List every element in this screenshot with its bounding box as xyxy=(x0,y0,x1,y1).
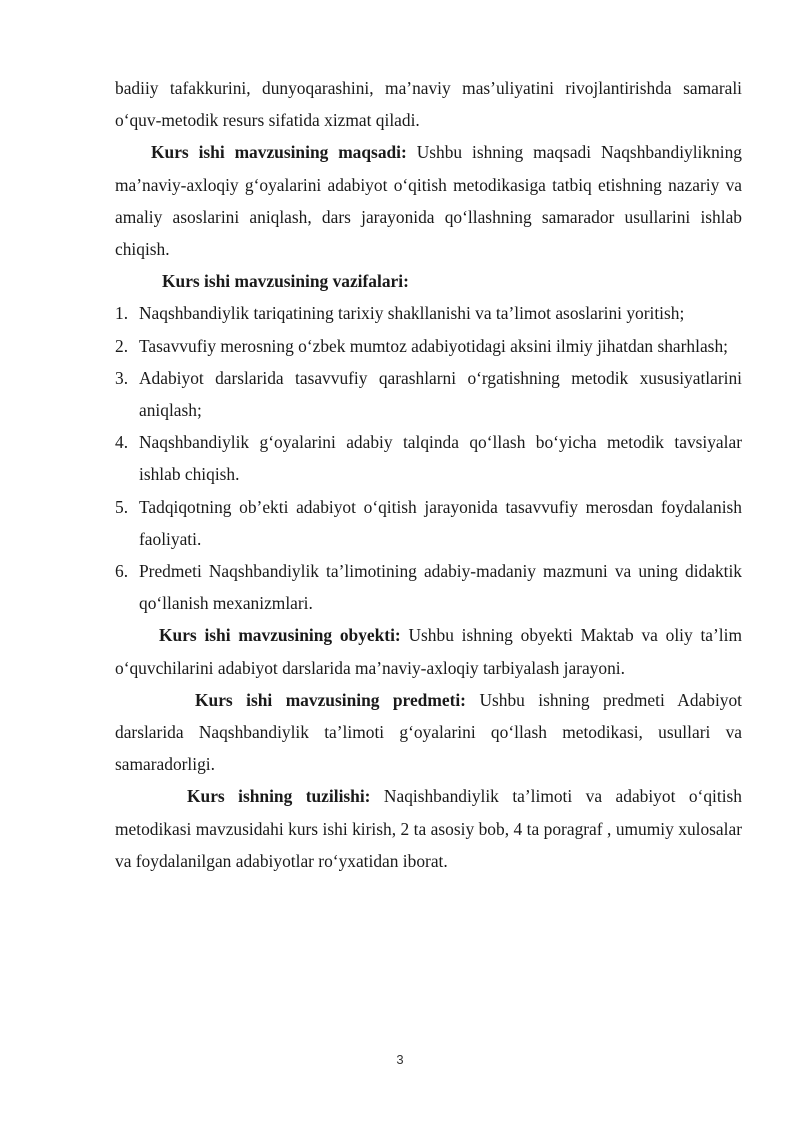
task-text: Adabiyot darslarida tasavvufiy qarashlarni o‘rgatishning metodik xususiyatlarini aniqlash; xyxy=(139,367,742,421)
object-paragraph xyxy=(115,619,742,683)
subject-paragraph xyxy=(115,684,742,781)
task-text: Tadqiqotning ob’ekti adabiyot o‘qitish jarayonida tasavvufiy merosdan foydalanish faoliyati. xyxy=(139,496,742,549)
object-text: Ushbu ishning obyekti Maktab va oliy ta’lim o‘quvchilarini adabiyot darslarida ma’naviy-axloqiy tarbiyalash jarayoni. xyxy=(115,625,742,678)
task-item xyxy=(115,330,742,362)
page-number: 3 xyxy=(396,1052,404,1067)
subject-label: Kurs ishi mavzusining predmeti: xyxy=(195,689,466,710)
intro-paragraph: badiiy tafakkurini, dunyoqarashini, ma’naviy mas’uliyatini rivojlantirishda samarali o‘quv-metodik resurs sifatida xizmat qiladi. xyxy=(115,78,742,131)
task-number: 2. xyxy=(115,335,129,356)
task-number: 3. xyxy=(115,367,129,388)
task-text: Tasavvufiy merosning o‘zbek mumtoz adabiyotidagi aksini ilmiy jihatdan sharhlash; xyxy=(139,335,728,356)
task-text: Naqshbandiylik g‘oyalarini adabiy talqinda qo‘llash bo‘yicha metodik tavsiyalar ishlab chiqish. xyxy=(139,432,742,485)
object-label: Kurs ishi mavzusining obyekti: xyxy=(159,625,401,646)
structure-paragraph xyxy=(115,780,742,877)
structure-text: Naqishbandiylik ta’limoti va adabiyot o‘qitish metodikasi mavzusidahi kurs ishi kirish, 2 ta asosiy bob, 4 ta poragraf , umumiy xulosalar va foydalanilgan adabiyotlar ro‘yxatidan iborat. xyxy=(115,786,742,871)
tasks-heading: Kurs ishi mavzusining vazifalari: xyxy=(162,271,409,292)
tasks-list xyxy=(115,297,742,619)
task-number: 6. xyxy=(115,561,129,582)
structure-label: Kurs ishning tuzilishi: xyxy=(187,786,371,807)
task-number: 4. xyxy=(115,432,129,453)
task-text: Naqshbandiylik tariqatining tarixiy shakllanishi va ta’limot asoslarini yoritish; xyxy=(139,303,685,324)
task-number: 1. xyxy=(115,303,129,324)
task-item xyxy=(115,491,742,555)
task-number: 5. xyxy=(115,496,129,517)
task-item xyxy=(115,426,742,490)
page-content xyxy=(115,72,742,877)
goal-paragraph xyxy=(115,136,742,265)
task-item xyxy=(115,362,742,426)
goal-label: Kurs ishi mavzusining maqsadi: xyxy=(151,142,407,163)
goal-text: Ushbu ishning maqsadi Naqshbandiylikning ma’naviy-axloqiy g‘oyalarini adabiyot o‘qitish metodikasiga tatbiq etishning nazariy va amaliy asoslarini aniqlash, dars jarayonida qo‘llashning samarador usullarini ishlab chiqish. xyxy=(115,142,742,260)
task-item xyxy=(115,555,742,619)
task-text: Predmeti Naqshbandiylik ta’limotining adabiy-madaniy mazmuni va uning didaktik qo‘llanish mexanizmlari. xyxy=(139,561,742,614)
subject-text: Ushbu ishning predmeti Adabiyot darslarida Naqshbandiylik ta’limoti g‘oyalarini qo‘llash metodikasi, usullari va samaradorligi. xyxy=(115,689,743,775)
task-item xyxy=(115,297,742,329)
